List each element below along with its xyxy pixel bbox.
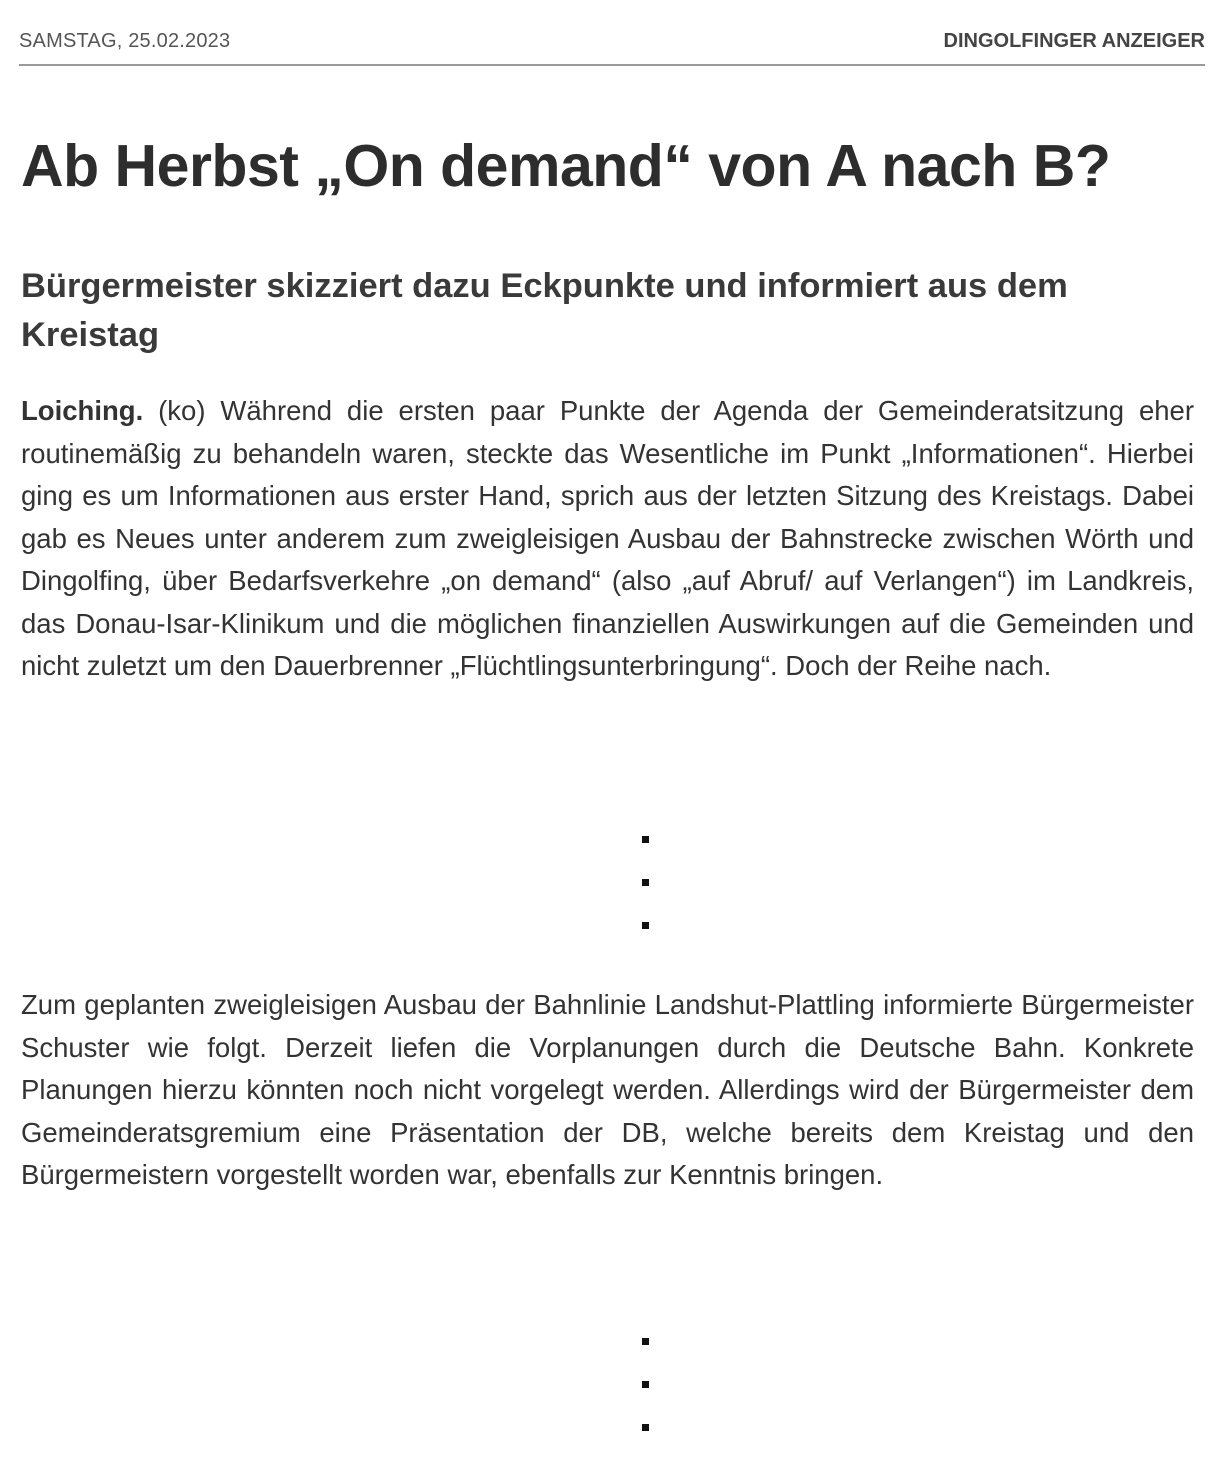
article-headline: Ab Herbst „On demand“ von A nach B? <box>21 133 1111 199</box>
ellipsis-dot <box>642 1424 649 1431</box>
article-subheadline: Bürgermeister skizziert dazu Eckpunkte und informiert aus dem Kreistag <box>21 267 1068 354</box>
article-dateline: Loiching. <box>21 395 144 426</box>
ellipsis-dot <box>642 1381 649 1388</box>
ellipsis-dot <box>642 922 649 929</box>
article-paragraph-1 <box>21 390 1194 720</box>
issue-date: SAMSTAG, 25.02.2023 <box>19 30 231 52</box>
ellipsis-dot <box>642 1338 649 1345</box>
paragraph-1-text: (ko) Während die ersten paar Punkte der Agenda der Gemeinderatsitzung eher routinemäßig zu behandeln waren, steckte das Wesentliche im Punkt „Informationen“. Hierbei ging es um Informationen aus erster Hand, sprich aus der letzten Sitzung des Kreistags. Dabei gab es Neues unter anderem zum zweigleisigen Ausbau der Bahnstrecke zwischen Wörth und Dingolfing, über Bedarfsverkehre „on demand“ (also „auf Abruf/ auf Verlangen“) im Landkreis, das Donau-Isar-Klinikum und die möglichen finanziellen Auswirkungen auf die Gemeinden und nicht zuletzt um den Dauerbrenner „Flüchtlingsunterbringung“. Doch der Reihe nach. <box>21 395 1194 681</box>
article-paragraph-2: Zum geplanten zweigleisigen Ausbau der Bahnlinie Landshut-Plattling informierte Bürgermeister Schuster wie folgt. Derzeit liefen die Vorplanungen durch die Deutsche Bahn. Konkrete Planungen hierzu könnten noch nicht vorgelegt werden. Allerdings wird der Bürgermeister dem Gemeinderatsgremium eine Präsentation der DB, welche bereits dem Kreistag und den Bürgermeistern vorgestellt worden war, ebenfalls zur Kenntnis bringen. <box>21 989 1194 1190</box>
ellipsis-dot <box>642 879 649 886</box>
ellipsis-dot <box>642 836 649 843</box>
newspaper-name: DINGOLFINGER ANZEIGER <box>943 30 1205 52</box>
page-header <box>19 28 1205 66</box>
